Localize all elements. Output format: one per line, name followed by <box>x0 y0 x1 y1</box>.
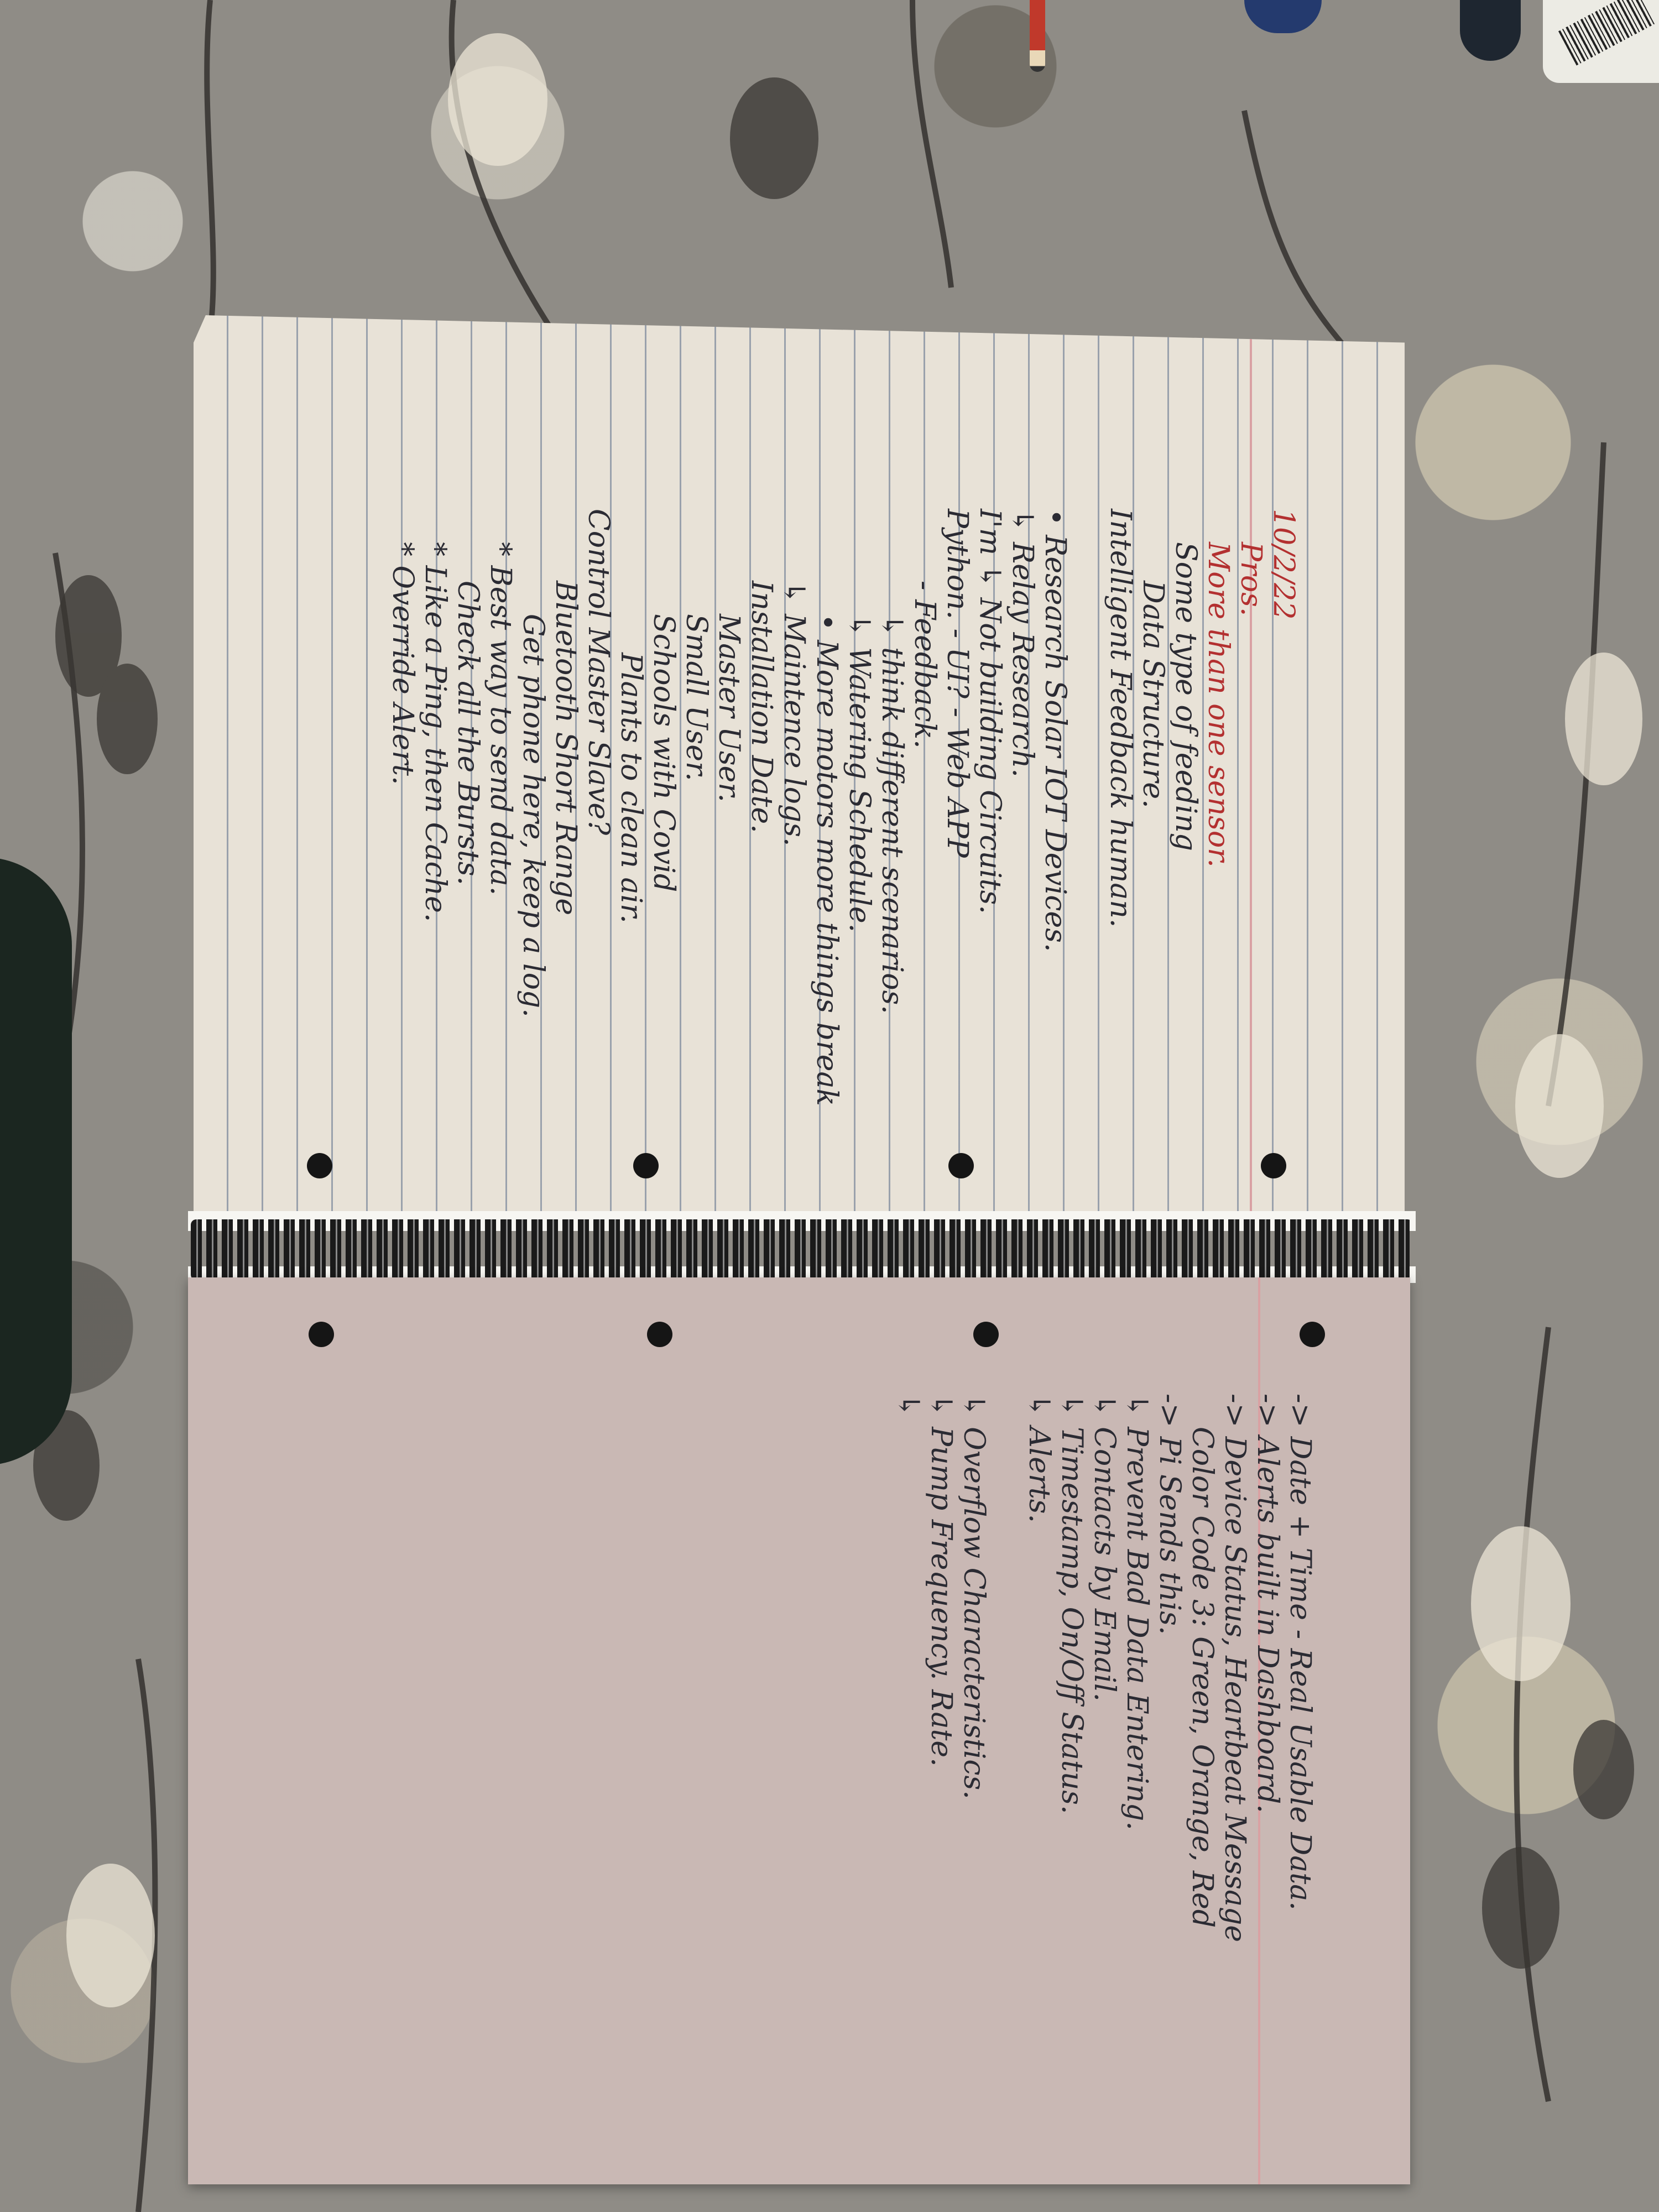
note-line: -> Device Status, Heartbeat Message <box>1218 1394 1251 1943</box>
note-line: Color Code 3: Green, Orange, Red <box>1186 1427 1219 1928</box>
note-line: ↳ Contacts by Email. <box>1088 1394 1121 1702</box>
note-line <box>990 1394 1022 2195</box>
note-line: Pros. <box>1234 542 1267 617</box>
note-line: ↳ Relay Research. <box>1006 509 1039 778</box>
note-line: Installation Date. <box>745 581 778 833</box>
pencil <box>1030 0 1045 72</box>
note-line: • More motors more things break <box>810 614 843 1107</box>
notes-date: 10/2/22 <box>1267 509 1300 620</box>
note-line: Get phone here, keep a log. <box>517 614 550 1018</box>
punch-hole <box>309 1322 334 1347</box>
notes-lines <box>892 1394 1316 2195</box>
note-line: -> Pi Sends this. <box>1153 1394 1186 1635</box>
note-line: * Best way to send data. <box>484 542 517 896</box>
punch-hole <box>647 1322 672 1347</box>
note-line: Small User. <box>680 614 713 781</box>
note-line: Plants to clean air. <box>614 653 648 924</box>
note-line: -> Date + Time - Real Usable Data. <box>1284 1394 1317 1911</box>
dark-object-left <box>0 857 72 1465</box>
note-line: Python. - UI? - Web APP <box>941 509 974 858</box>
note-line: ↳ Timestamp, On/Off Status. <box>1055 1394 1088 1814</box>
note-line: Data Structure. <box>1136 581 1170 808</box>
handwritten-notes-page-2 <box>892 1394 1316 2195</box>
note-line: Check all the Bursts. <box>451 581 484 886</box>
note-line: • Research Solar IOT Devices. <box>1039 509 1072 952</box>
note-line: Intelligent Feedback human. <box>1104 509 1137 928</box>
spiral-binding <box>191 1219 1413 1280</box>
note-line: -> Alerts built in Dashboard. <box>1251 1394 1284 1813</box>
note-line: ↳ Overflow Characteristics. <box>957 1394 990 1799</box>
note-line: Some type of feeding <box>1169 542 1202 851</box>
note-line: Master User. <box>712 614 745 802</box>
notes-lines <box>386 509 1267 1200</box>
note-line: ↳ <box>892 1394 925 1418</box>
punch-hole <box>973 1322 999 1347</box>
note-line: Schools with Covid <box>647 614 680 893</box>
note-line: ↳ Pump Frequency. Rate. <box>925 1394 958 1767</box>
note-line: ↳ Prevent Bad Data Entering. <box>1120 1394 1154 1830</box>
note-line <box>1071 509 1104 1200</box>
note-line: ↳ Maintence logs. <box>778 581 811 847</box>
note-line: Control Master Slave? <box>582 509 615 836</box>
note-line: Bluetooth Short Range <box>549 581 582 916</box>
dark-object-top <box>1460 0 1521 61</box>
punch-hole <box>1300 1322 1325 1347</box>
note-line: * Like a Ping, then Cache. <box>419 542 452 922</box>
note-line: ↳ think different scenarios. <box>875 614 909 1014</box>
punch-hole <box>307 1153 332 1178</box>
note-line: ↳ Watering Schedule. <box>843 614 876 933</box>
note-line: More than one sensor. <box>1202 542 1235 868</box>
note-line: ↳ Alerts. <box>1022 1394 1056 1524</box>
note-line: * Override Alert. <box>386 542 419 785</box>
handwritten-notes-page-1 <box>386 509 1300 1200</box>
note-line: I'm ↳ Not building Circuits. <box>973 509 1006 914</box>
note-line: - Feedback. <box>908 581 941 749</box>
